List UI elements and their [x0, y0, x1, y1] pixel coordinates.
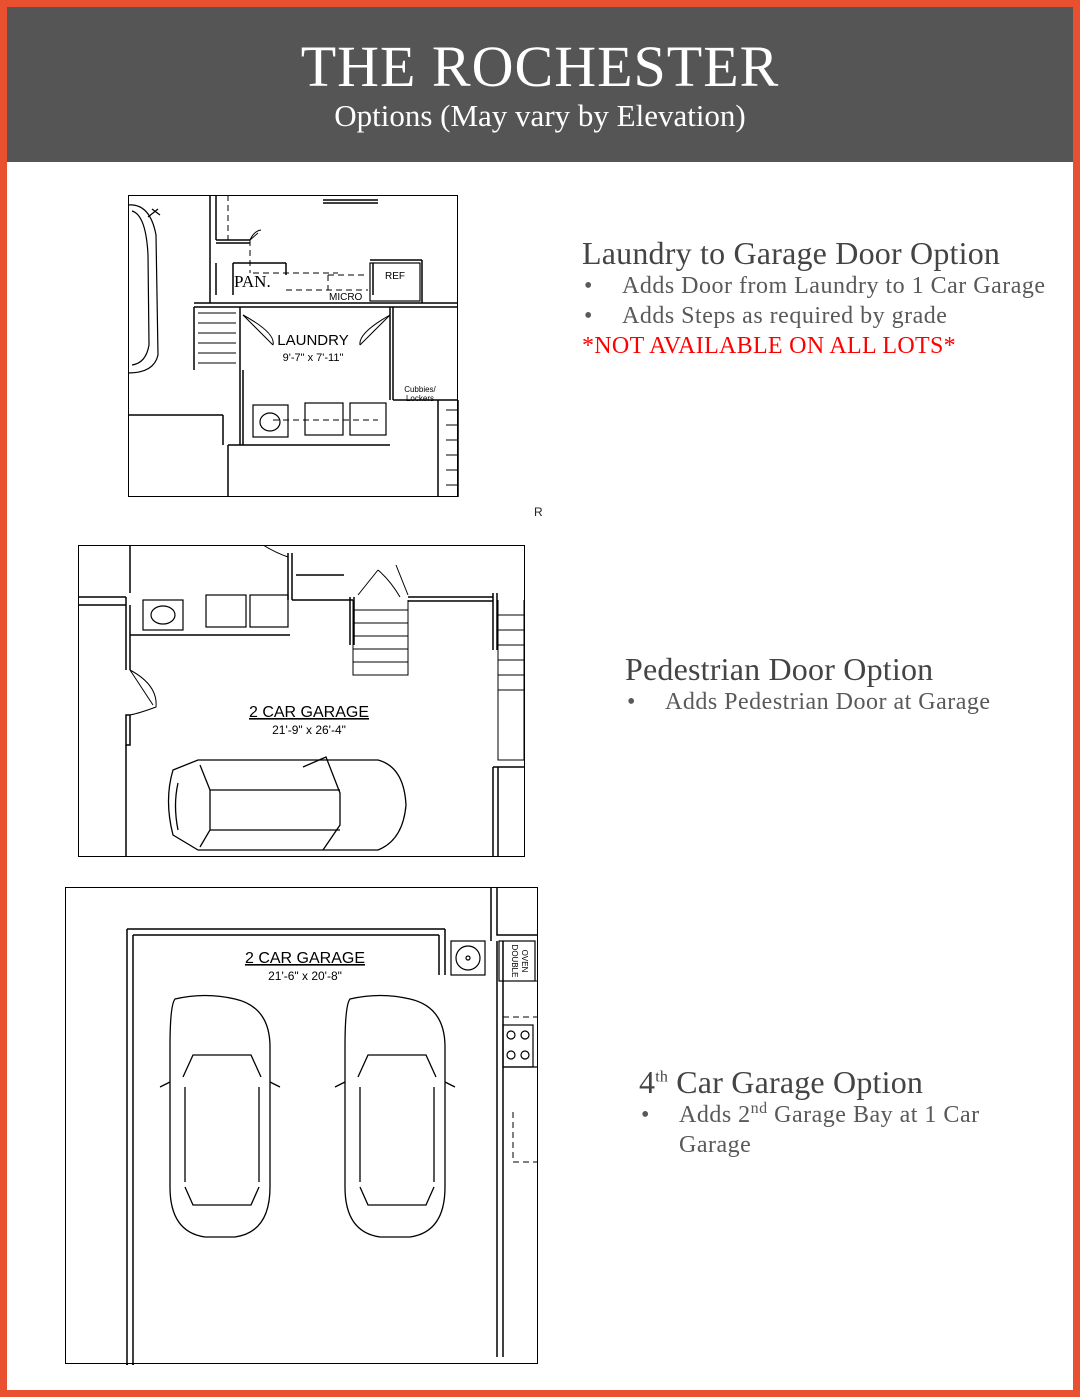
cubbies-label: Cubbies/: [404, 385, 436, 394]
bullet-text: Adds Pedestrian Door at Garage: [665, 689, 991, 715]
header-banner: [7, 7, 1073, 162]
fourth-garage-dimensions: 21'-6" x 20'-8": [268, 969, 342, 983]
page-subtitle: Options (May vary by Elevation): [334, 98, 746, 133]
bullet-icon: •: [627, 689, 636, 715]
double-oven-label-1: DOUBLE: [510, 944, 519, 978]
list-item: [582, 271, 1062, 301]
pedestrian-option-title: Pedestrian Door Option: [625, 651, 934, 687]
laundry-option-bullets: [582, 271, 1062, 331]
list-item: [625, 687, 1005, 717]
availability-warning: *NOT AVAILABLE ON ALL LOTS*: [582, 333, 956, 359]
fourth-garage-option-bullets: [639, 1100, 1019, 1160]
laundry-room-label: LAUNDRY: [277, 332, 349, 349]
bullet-icon: •: [584, 303, 593, 329]
garage-plan-rendered: [65, 887, 539, 1365]
pedestrian-garage-dimensions: 21'-9" x 26'-4": [272, 723, 346, 737]
fourth-car-garage-option: [639, 1064, 1019, 1160]
laundry-door-option: [582, 235, 1062, 361]
bullet-text: Adds Door from Laundry to 1 Car Garage: [622, 273, 1046, 299]
pantry-label: PAN.: [234, 272, 271, 291]
list-item: [639, 1100, 1019, 1160]
laundry-option-title: Laundry to Garage Door Option: [582, 235, 1001, 271]
page-title: THE ROCHESTER: [300, 34, 780, 99]
bullet-text: Adds Steps as required by grade: [622, 303, 948, 329]
pedestrian-option-bullets: [625, 687, 1005, 717]
stray-mark: R: [534, 505, 543, 519]
list-item: [582, 301, 1062, 331]
double-oven-label-2: OVEN: [520, 949, 529, 973]
pedestrian-door-option: [625, 651, 1005, 717]
pedestrian-door-floor-plan: [78, 545, 526, 858]
micro-label: MICRO: [329, 292, 363, 303]
fourth-garage-label: 2 CAR GARAGE: [244, 950, 366, 967]
lockers-label: Lockers: [405, 394, 435, 403]
laundry-floor-plan: [128, 195, 460, 498]
fourth-garage-option-title: 4th Car Garage Option: [639, 1064, 924, 1100]
bullet-text: Adds 2nd Garage Bay at 1 Car Garage: [679, 1100, 980, 1158]
bullet-icon: •: [641, 1102, 650, 1128]
bullet-icon: •: [584, 273, 593, 299]
laundry-dimensions: 9'-7" x 7'-11": [282, 352, 344, 364]
pedestrian-garage-label: 2 CAR GARAGE: [248, 704, 370, 721]
ref-label: REF: [385, 271, 405, 282]
